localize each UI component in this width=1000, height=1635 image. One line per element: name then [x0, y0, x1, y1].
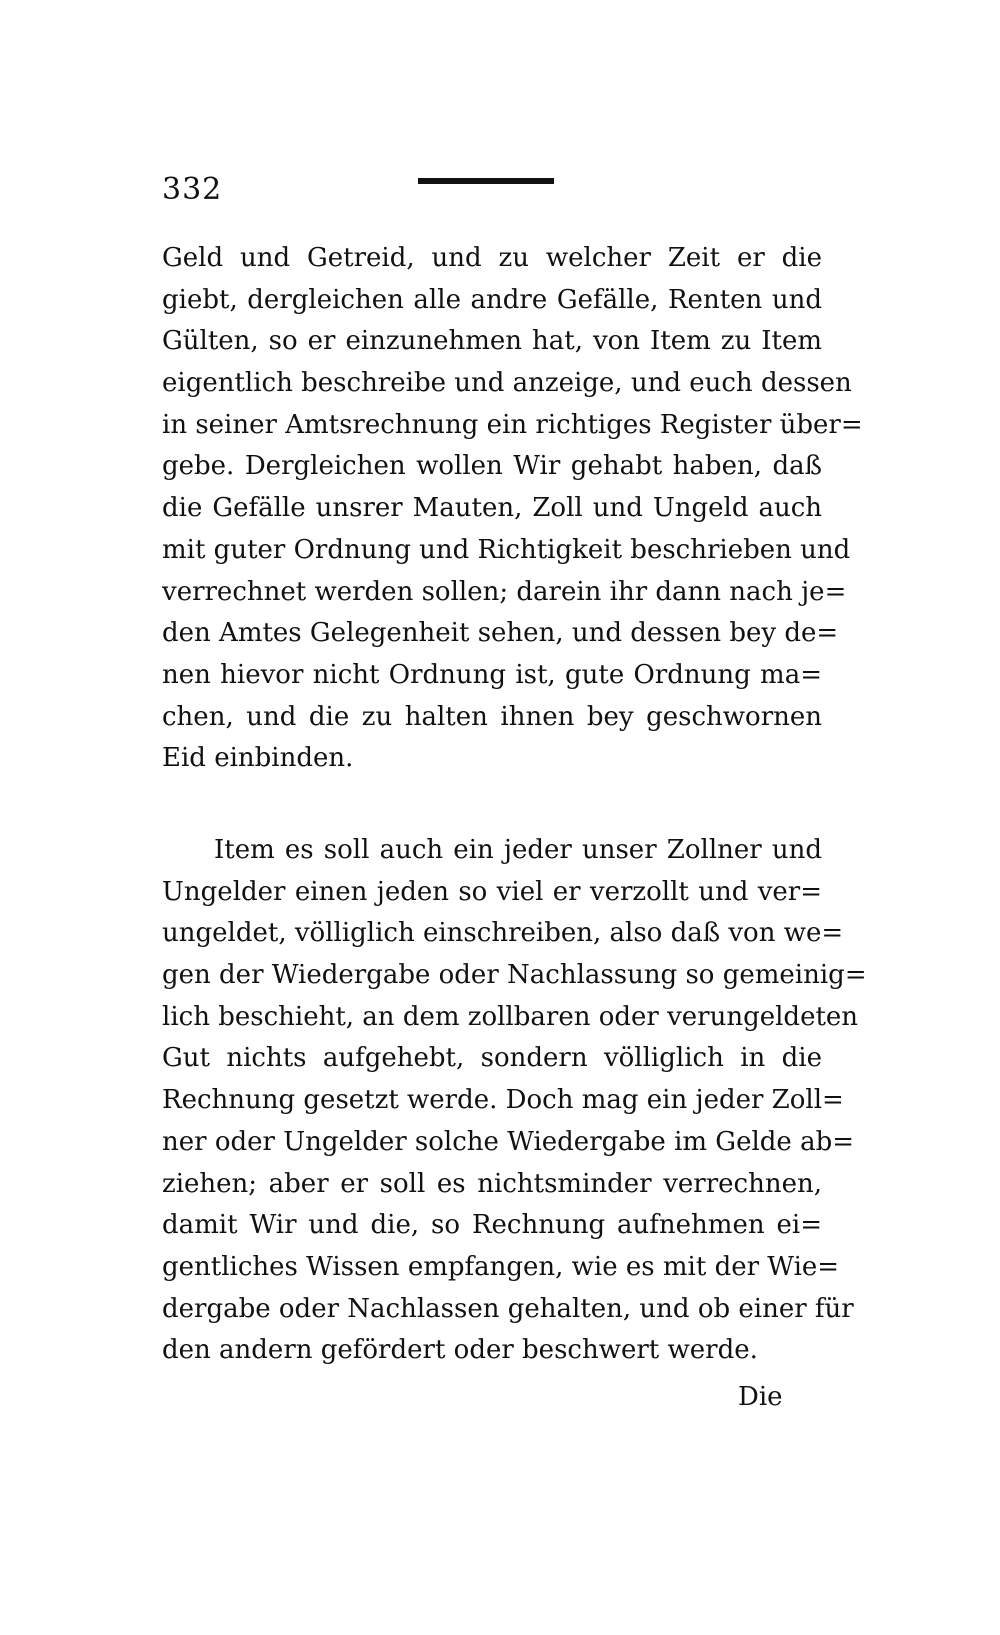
- text-line: damit Wir und die, so Rechnung aufnehmen ei=: [162, 1210, 822, 1241]
- text-line: gen der Wiedergabe oder Nachlassung so gemeinig=: [162, 960, 867, 991]
- header-rule: [418, 178, 554, 184]
- text-line: chen, und die zu halten ihnen bey geschwornen: [162, 701, 822, 732]
- text-line: giebt, dergleichen alle andre Gefälle, Renten und: [162, 284, 822, 315]
- text-line: Ungelder einen jeden so viel er verzollt und ver=: [162, 876, 822, 907]
- text-line: verrechnet werden sollen; darein ihr dann nach je=: [162, 576, 847, 607]
- text-line: ziehen; aber er soll es nichtsminder verrechnen,: [162, 1168, 822, 1199]
- paragraph-1: [162, 238, 863, 780]
- text-line: gentliches Wissen empfangen, wie es mit der Wie=: [162, 1251, 840, 1282]
- text-line: Rechnung gesetzt werde. Doch mag ein jeder Zoll=: [162, 1085, 844, 1116]
- text-line: nen hievor nicht Ordnung ist, gute Ordnung ma=: [162, 659, 822, 690]
- text-line: Gut nichts aufgehebt, sondern völliglich in die: [162, 1043, 822, 1074]
- paragraph-2: [162, 830, 867, 1372]
- text-line: den andern gefördert oder beschwert werde.: [162, 1335, 758, 1366]
- catchword: Die: [738, 1382, 783, 1412]
- text-line: ungeldet, völliglich einschreiben, also daß von we=: [162, 918, 844, 949]
- page-number: 332: [162, 172, 223, 207]
- text-line: den Amtes Gelegenheit sehen, und dessen bey de=: [162, 618, 839, 649]
- text-line: ner oder Ungelder solche Wiedergabe im Gelde ab=: [162, 1126, 854, 1157]
- text-line: die Gefälle unsrer Mauten, Zoll und Ungeld auch: [162, 493, 822, 524]
- text-line: Item es soll auch ein jeder unser Zollner und: [214, 835, 822, 865]
- text-line: eigentlich beschreibe und anzeige, und euch dessen: [162, 368, 852, 399]
- text-line: gebe. Dergleichen wollen Wir gehabt haben, daß: [162, 451, 822, 482]
- text-line: Geld und Getreid, und zu welcher Zeit er die: [162, 243, 822, 273]
- text-line: lich beschieht, an dem zollbaren oder verungeldeten: [162, 1001, 859, 1032]
- text-line: mit guter Ordnung und Richtigkeit beschrieben und: [162, 534, 851, 565]
- text-line: Gülten, so er einzunehmen hat, von Item zu Item: [162, 326, 822, 357]
- text-line: dergabe oder Nachlassen gehalten, und ob einer für: [162, 1293, 854, 1324]
- text-line: in seiner Amtsrechnung ein richtiges Register über=: [162, 409, 863, 440]
- text-line: Eid einbinden.: [162, 743, 354, 774]
